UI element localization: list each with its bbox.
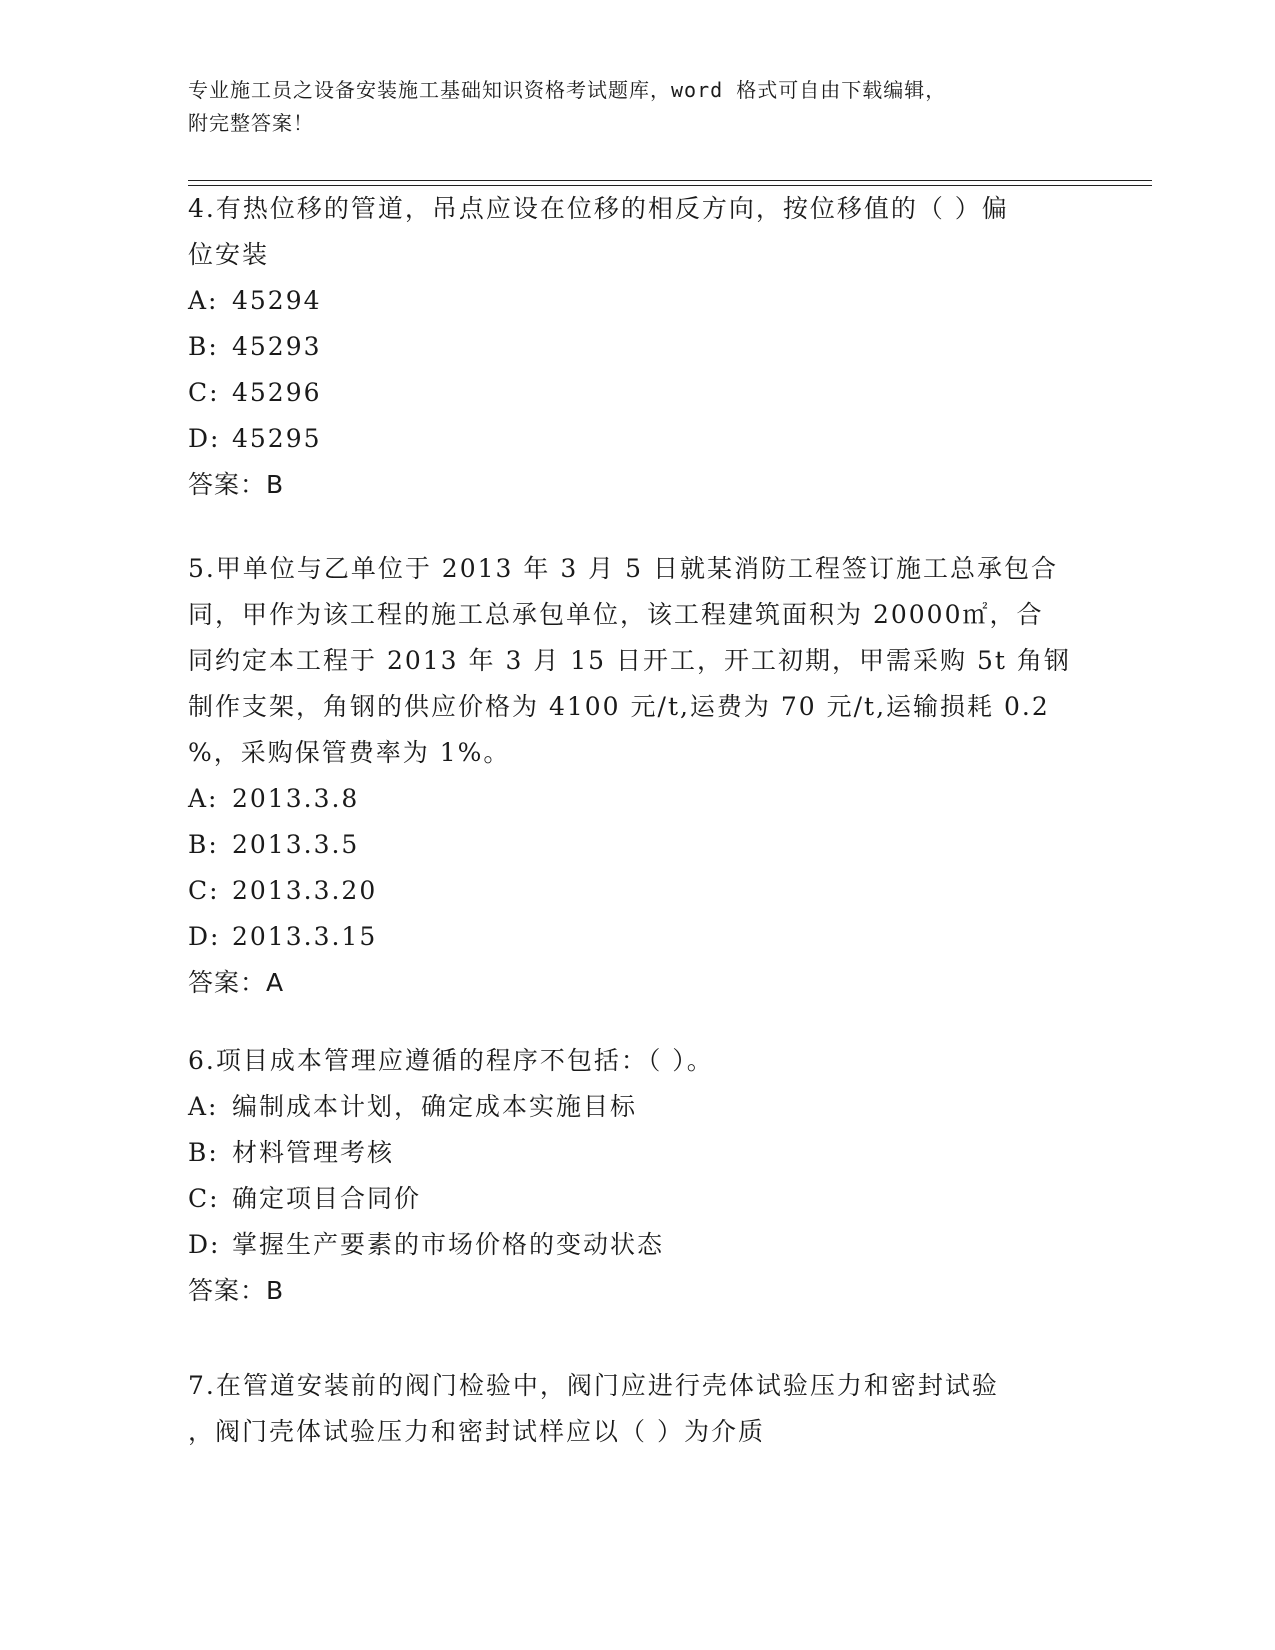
option-a bbox=[188, 1084, 1088, 1130]
option-text: 掌握生产要素的市场价格的变动状态 bbox=[232, 1230, 665, 1259]
option-text: 45295 bbox=[232, 424, 322, 453]
option-a bbox=[188, 776, 1088, 822]
option-label: A: bbox=[188, 1092, 219, 1121]
stem-line: 5.甲单位与乙单位于 2013 年 3 月 5 日就某消防工程签订施工总承包合 bbox=[188, 554, 1058, 583]
option-text: 编制成本计划，确定成本实施目标 bbox=[232, 1092, 638, 1121]
stem-line: %，采购保管费率为 1%。 bbox=[188, 738, 511, 767]
option-label: D: bbox=[188, 1230, 221, 1259]
option-b bbox=[188, 1130, 1088, 1176]
document-header bbox=[188, 74, 1088, 140]
stem-line: 6.项目成本管理应遵循的程序不包括：（ ）。 bbox=[188, 1046, 714, 1075]
option-b bbox=[188, 822, 1088, 868]
option-d bbox=[188, 416, 1088, 462]
stem-line: 同，甲作为该工程的施工总承包单位，该工程建筑面积为 20000㎡，合 bbox=[188, 600, 1044, 629]
option-label: C: bbox=[188, 876, 220, 905]
stem-line: 制作支架，角钢的供应价格为 4100 元/t,运费为 70 元/t,运输损耗 0.2 bbox=[188, 692, 1050, 721]
option-c bbox=[188, 370, 1088, 416]
header-divider-top bbox=[188, 180, 1152, 181]
question-7 bbox=[188, 1363, 1088, 1455]
option-label: B: bbox=[188, 1138, 219, 1167]
option-text: 45296 bbox=[232, 378, 322, 407]
option-d bbox=[188, 1222, 1088, 1268]
option-text: 2013.3.15 bbox=[232, 922, 378, 951]
option-c bbox=[188, 1176, 1088, 1222]
option-label: B: bbox=[188, 332, 219, 361]
option-label: D: bbox=[188, 922, 221, 951]
option-label: A: bbox=[188, 784, 219, 813]
option-a bbox=[188, 278, 1088, 324]
option-label: D: bbox=[188, 424, 221, 453]
option-text: 2013.3.5 bbox=[232, 830, 360, 859]
stem-line: 4.有热位移的管道，吊点应设在位移的相反方向，按位移值的（ ）偏 bbox=[188, 194, 1009, 223]
answer: 答案：B bbox=[188, 470, 285, 499]
question-stem bbox=[188, 1363, 1088, 1455]
answer: 答案：A bbox=[188, 968, 285, 997]
question-stem bbox=[188, 546, 1088, 776]
stem-line: 同约定本工程于 2013 年 3 月 15 日开工，开工初期，甲需采购 5t 角钢 bbox=[188, 646, 1071, 675]
stem-line: ，阀门壳体试验压力和密封试样应以（ ）为介质 bbox=[188, 1417, 765, 1446]
question-5 bbox=[188, 546, 1088, 1006]
header-line-2: 附完整答案！ bbox=[188, 111, 314, 135]
option-d bbox=[188, 914, 1088, 960]
option-text: 45293 bbox=[232, 332, 322, 361]
option-text: 2013.3.20 bbox=[232, 876, 378, 905]
question-4 bbox=[188, 186, 1088, 508]
header-line-1: 专业施工员之设备安装施工基础知识资格考试题库，word 格式可自由下载编辑， bbox=[188, 78, 947, 102]
option-label: C: bbox=[188, 378, 220, 407]
option-text: 2013.3.8 bbox=[232, 784, 360, 813]
option-label: B: bbox=[188, 830, 219, 859]
option-text: 45294 bbox=[232, 286, 322, 315]
question-stem bbox=[188, 1038, 1088, 1084]
option-text: 材料管理考核 bbox=[232, 1138, 395, 1167]
option-c bbox=[188, 868, 1088, 914]
option-label: A: bbox=[188, 286, 219, 315]
option-label: C: bbox=[188, 1184, 220, 1213]
question-stem bbox=[188, 186, 1088, 278]
option-b bbox=[188, 324, 1088, 370]
option-text: 确定项目合同价 bbox=[232, 1184, 422, 1213]
answer: 答案：B bbox=[188, 1276, 285, 1305]
question-6 bbox=[188, 1038, 1088, 1314]
stem-line: 7.在管道安装前的阀门检验中，阀门应进行壳体试验压力和密封试验 bbox=[188, 1371, 999, 1400]
stem-line: 位安装 bbox=[188, 240, 270, 269]
